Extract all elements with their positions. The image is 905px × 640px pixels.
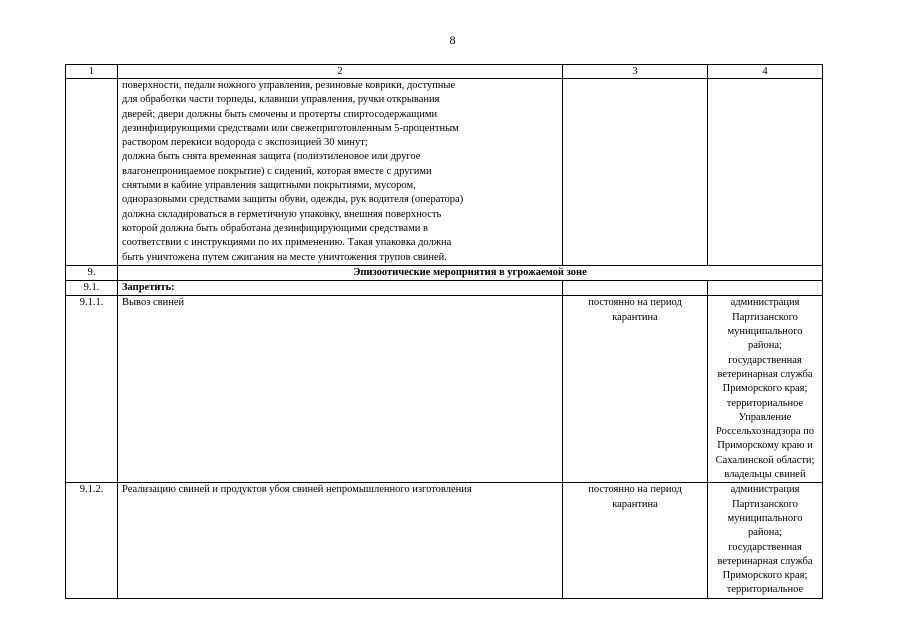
text-line: раствором перекиси водорода с экспозицией 30 минут; xyxy=(122,137,368,149)
text-line: поверхности, педали ножного управления, резиновые коврики, доступные xyxy=(122,80,456,91)
responsible-cell xyxy=(708,79,823,266)
term-line: карантина xyxy=(612,311,658,323)
text-line: должна складироваться в герметичную упаковку, внешняя поверхность xyxy=(122,208,442,220)
responsible-line: Россельхознадзора по xyxy=(716,426,814,438)
section-title: Эпизоотические мероприятия в угрожаемой зоне xyxy=(118,265,823,280)
responsible-line: Приморскому краю и xyxy=(717,440,813,452)
section-row xyxy=(66,265,823,280)
responsible-line: территориальное xyxy=(726,397,804,409)
section-number: 9. xyxy=(66,265,118,280)
responsible-line: государственная xyxy=(728,354,802,366)
column-number: 2 xyxy=(118,65,563,79)
measure-description: Вывоз свиней xyxy=(118,296,563,483)
responsible-line: муниципального района; xyxy=(727,512,803,539)
responsible-line: Приморского края; xyxy=(722,570,808,582)
text-line: должна быть снята временная защита (полиэтиленовое или другое xyxy=(122,151,421,163)
text-line: быть уничтожена путем сжигания на месте уничтожения трупов свиней. xyxy=(122,251,447,263)
responsible-cell xyxy=(708,296,823,483)
text-line: соответствии с инструкциями по их применению. Такая упаковка должна xyxy=(122,237,452,249)
text-line: влагонепроницаемое покрытие) с сидений, которая вместе с другими xyxy=(122,165,432,177)
responsible-line: государственная xyxy=(728,541,802,553)
subsection-row xyxy=(66,281,823,296)
term-line: постоянно на период xyxy=(588,484,682,496)
responsible-line: владельцы свиней xyxy=(724,469,806,481)
term-cell xyxy=(563,296,708,483)
measures-table xyxy=(65,64,823,599)
page-number: 8 xyxy=(449,33,456,47)
term-cell xyxy=(563,281,708,296)
text-line: снятыми в кабине управления защитными покрытиями, мусором, xyxy=(122,180,416,192)
term-cell xyxy=(563,483,708,598)
responsible-line: муниципального района; xyxy=(727,326,803,352)
text-line: для обработки части торпеды, клавиши управления, ручки открывания xyxy=(122,94,440,106)
text-line: одноразовыми средствами защиты обуви, одежды, рук водителя (оператора) xyxy=(122,194,464,206)
term-line: карантина xyxy=(612,498,658,510)
responsible-line: Партизанского xyxy=(732,498,798,510)
text-line: дверей; двери должны быть смочены и протерты спиртосодержащими xyxy=(122,108,438,120)
text-line: которой должна быть обработана дезинфицирующими средствами в xyxy=(122,222,428,234)
responsible-line: ветеринарная служба xyxy=(717,368,813,380)
responsible-line: Партизанского xyxy=(732,311,798,323)
term-line: постоянно на период xyxy=(588,297,682,309)
responsible-cell xyxy=(708,483,823,598)
row-number: 9.1.2. xyxy=(66,483,118,598)
responsible-line: Приморского края; xyxy=(722,383,808,395)
column-number: 4 xyxy=(708,65,823,79)
table-row xyxy=(66,296,823,483)
responsible-line: Сахалинской области; xyxy=(715,454,815,466)
continuation-row xyxy=(66,79,823,266)
row-number-cell xyxy=(66,79,118,266)
column-number-row xyxy=(66,65,823,79)
column-number: 1 xyxy=(66,65,118,79)
subsection-number: 9.1. xyxy=(66,281,118,296)
row-number: 9.1.1. xyxy=(66,296,118,483)
responsible-line: территориальное xyxy=(726,584,804,596)
text-line: дезинфицирующими средствами или свежеприготовленным 5-процентным xyxy=(122,122,459,134)
table-row xyxy=(66,483,823,598)
responsible-line: администрация xyxy=(730,484,800,496)
subsection-title: Запретить: xyxy=(118,281,563,296)
responsible-line: администрация xyxy=(730,297,800,309)
measure-description: Реализацию свиней и продуктов убоя свиней непромышленного изготовления xyxy=(118,483,563,598)
measure-description xyxy=(118,79,563,266)
responsible-line: Управление xyxy=(738,411,792,423)
term-cell xyxy=(563,79,708,266)
responsible-line: ветеринарная служба xyxy=(717,555,813,567)
column-number: 3 xyxy=(563,65,708,79)
responsible-cell xyxy=(708,281,823,296)
